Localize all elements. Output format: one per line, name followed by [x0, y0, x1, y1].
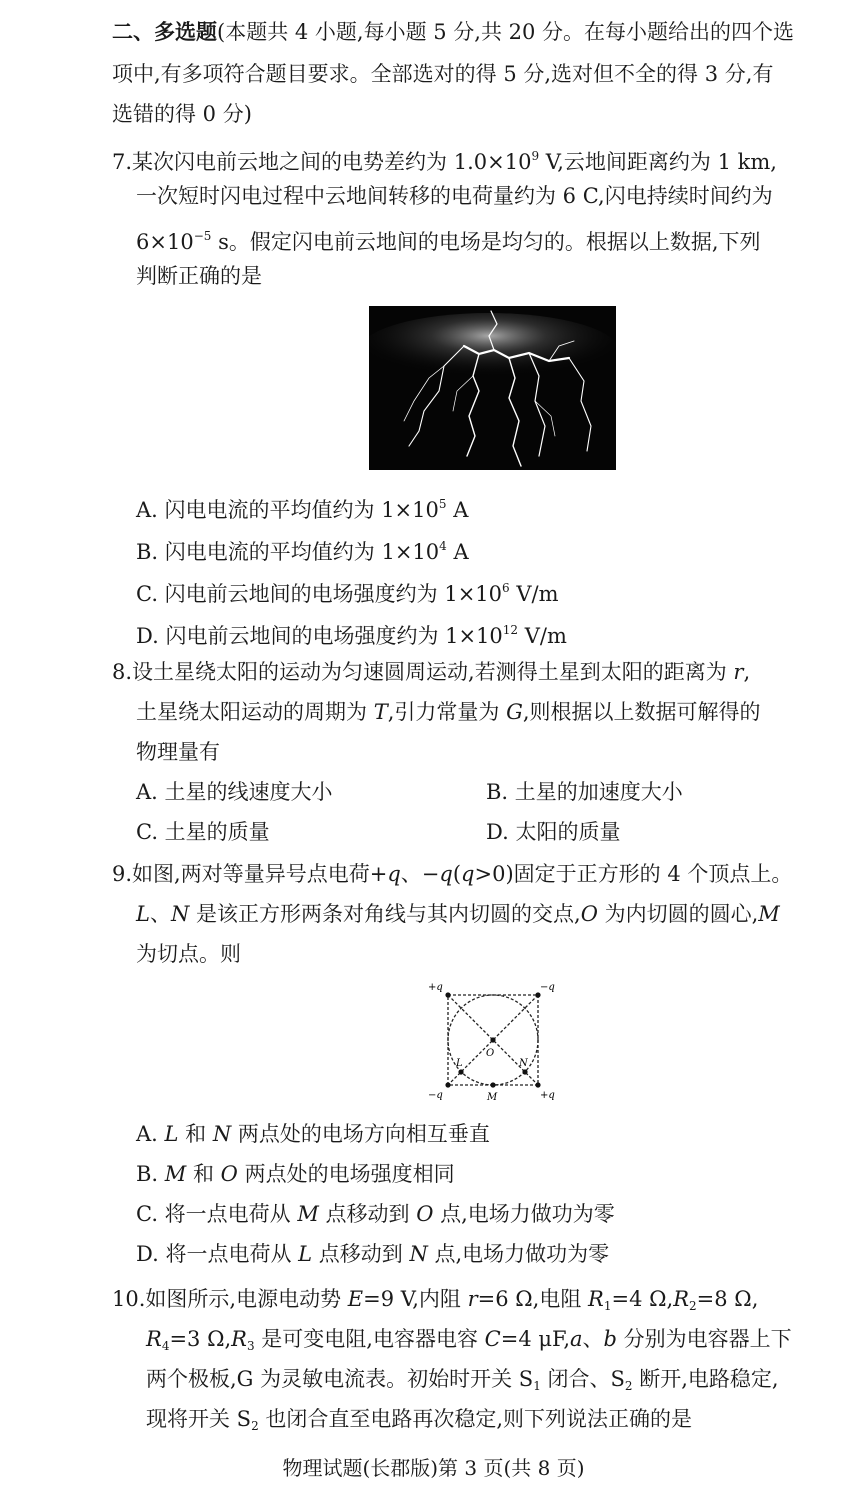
q10-text: =8 Ω, — [696, 1287, 759, 1311]
q10-text: =4 μF, — [500, 1327, 570, 1351]
q10-text: =4 Ω, — [611, 1287, 674, 1311]
section-header — [112, 18, 794, 46]
q9-var: O — [580, 902, 598, 926]
option-text: 两点处的电场强度相同 — [237, 1162, 455, 1186]
q8-option-a: A. 土星的线速度大小 — [136, 780, 333, 804]
option-text: 两点处的电场方向相互垂直 — [231, 1122, 490, 1146]
q7-exponent: −5 — [193, 229, 212, 243]
q8-line-1 — [112, 658, 750, 686]
option-text: B. — [136, 1162, 165, 1186]
q9-text: 为内切圆的圆心, — [597, 902, 759, 926]
q9-var: L — [136, 902, 150, 926]
q10-text: =3 Ω, — [169, 1327, 232, 1351]
point-n — [522, 1069, 527, 1074]
label-o: O — [486, 1048, 495, 1059]
q10-subscript: 4 — [161, 1339, 170, 1353]
q10-text: 闭合、S — [540, 1367, 625, 1391]
q10-subscript: 1 — [533, 1379, 541, 1393]
q8-text: , — [743, 660, 751, 684]
q10-subscript: 2 — [624, 1379, 633, 1393]
q10-line-2 — [146, 1325, 792, 1360]
section-intro-3: 选错的得 0 分) — [112, 102, 252, 126]
q10-var: R — [588, 1287, 604, 1311]
label-n: N — [519, 1058, 528, 1069]
q9-option-a — [136, 1120, 490, 1148]
q9-var: M — [758, 902, 780, 926]
label-top-left-charge: +q — [428, 982, 443, 993]
vertex-bottom-right — [535, 1082, 540, 1087]
q10-subscript: 3 — [246, 1339, 255, 1353]
q7-option-a — [136, 490, 468, 524]
q10-line-4 — [146, 1405, 692, 1440]
q7-option-c — [136, 574, 559, 608]
section-intro-1: (本题共 4 小题,每小题 5 分,共 20 分。在每小题给出的四个选 — [217, 20, 795, 44]
q9-text: ( — [452, 862, 462, 886]
q8-number: 8. — [112, 660, 133, 684]
option-var: O — [416, 1202, 434, 1226]
q7-text: s。假定闪电前云地间的电场是均匀的。根据以上数据,下列 — [211, 230, 761, 254]
charge-square-diagram — [420, 978, 570, 1108]
q7-line-1 — [112, 142, 777, 176]
option-var: L — [298, 1242, 313, 1266]
point-o — [490, 1037, 495, 1042]
q9-text: 、 — [149, 902, 171, 926]
q10-var: b — [603, 1327, 617, 1351]
option-text: 和 — [178, 1122, 213, 1146]
q10-line-1 — [112, 1285, 758, 1320]
q10-text: 是可变电阻,电容器电容 — [254, 1327, 485, 1351]
q10-subscript: 2 — [251, 1419, 259, 1433]
q10-subscript: 2 — [689, 1299, 697, 1313]
q10-text: =9 V,内阻 — [363, 1287, 468, 1311]
option-text: C. 闪电前云地间的电场强度约为 1×10 — [136, 582, 503, 606]
page-footer: 物理试题(长郡版)第 3 页(共 8 页) — [282, 1456, 585, 1480]
q8-line-3: 物理量有 — [136, 740, 220, 764]
q10-var: C — [484, 1327, 501, 1351]
option-unit: V/m — [509, 582, 559, 606]
point-m — [490, 1082, 495, 1087]
q9-var: q — [439, 862, 453, 886]
q7-text: 6×10 — [136, 230, 194, 254]
option-text: C. 将一点电荷从 — [136, 1202, 298, 1226]
q8-text: 土星绕太阳运动的周期为 — [136, 700, 374, 724]
q9-option-b — [136, 1160, 455, 1188]
option-var: M — [297, 1202, 319, 1226]
vertex-top-right — [535, 992, 540, 997]
option-text: 点,电场力做功为零 — [433, 1202, 615, 1226]
q9-text: 如图,两对等量异号点电荷+ — [132, 862, 388, 886]
q7-exponent: 9 — [531, 149, 540, 163]
vertex-top-left — [445, 992, 450, 997]
label-l: L — [456, 1058, 463, 1069]
q10-subscript: 1 — [603, 1299, 612, 1313]
q9-option-c — [136, 1200, 615, 1228]
q8-text: 设土星绕太阳的运动为匀速圆周运动,若测得土星到太阳的距离为 — [132, 660, 734, 684]
q10-line-3 — [146, 1365, 779, 1400]
q7-text: V,云地间距离约为 1 km, — [539, 150, 777, 174]
q10-var: E — [347, 1287, 364, 1311]
q10-text: 如图所示,电源电动势 — [145, 1287, 348, 1311]
section-title: 二、多选题 — [112, 19, 217, 44]
option-text: 点移动到 — [318, 1202, 417, 1226]
option-text: 和 — [186, 1162, 221, 1186]
option-text: D. 将一点电荷从 — [136, 1242, 299, 1266]
q9-line-1 — [112, 860, 792, 888]
q8-option-d: D. 太阳的质量 — [486, 820, 621, 844]
label-bottom-left-charge: −q — [428, 1090, 443, 1101]
option-text: 点,电场力做功为零 — [427, 1242, 610, 1266]
q7-text: 某次闪电前云地之间的电势差约为 1.0×10 — [132, 150, 532, 174]
q7-line-2: 一次短时闪电过程中云地间转移的电荷量约为 6 C,闪电持续时间约为 — [136, 184, 773, 208]
q7-line-3 — [136, 222, 761, 256]
lightning-illustration — [369, 306, 616, 470]
q10-var: R — [673, 1287, 690, 1311]
q10-text: 、 — [582, 1327, 604, 1351]
q10-var: r — [467, 1287, 478, 1311]
q9-var: q — [461, 862, 475, 886]
q10-number: 10. — [112, 1287, 146, 1311]
q8-var: T — [373, 700, 388, 724]
q10-var: R — [231, 1327, 247, 1351]
q9-text: 是该正方形两条对角线与其内切圆的交点, — [189, 902, 581, 926]
q10-text: 现将开关 S — [146, 1407, 252, 1431]
q10-text: 断开,电路稳定, — [632, 1367, 779, 1391]
option-exponent: 12 — [502, 623, 519, 637]
q7-option-b — [136, 532, 469, 566]
option-var: N — [212, 1122, 232, 1146]
option-var: N — [409, 1242, 428, 1266]
q7-option-d — [136, 616, 567, 650]
option-unit: A — [446, 498, 469, 522]
point-l — [458, 1069, 463, 1074]
label-top-right-charge: −q — [540, 982, 555, 993]
q9-line-2 — [136, 900, 780, 928]
option-text: A. 闪电电流的平均值约为 1×10 — [136, 498, 439, 522]
q8-var: G — [506, 700, 523, 724]
q8-option-b: B. 土星的加速度大小 — [486, 780, 683, 804]
q10-text: 两个极板,G 为灵敏电流表。初始时开关 S — [146, 1367, 534, 1391]
q9-text: >0)固定于正方形的 4 个顶点上。 — [474, 862, 793, 886]
q8-text: ,引力常量为 — [387, 700, 507, 724]
option-text: B. 闪电电流的平均值约为 1×10 — [136, 540, 440, 564]
vertex-bottom-left — [445, 1082, 450, 1087]
q8-var: r — [733, 660, 744, 684]
option-exponent: 6 — [502, 581, 510, 595]
lightning-photo — [369, 306, 616, 470]
q8-line-2 — [136, 698, 761, 726]
option-exponent: 5 — [438, 497, 447, 511]
section-intro-2: 项中,有多项符合题目要求。全部选对的得 5 分,选对但不全的得 3 分,有 — [112, 62, 774, 86]
q10-text: 分别为电容器上下 — [616, 1327, 792, 1351]
q9-var: N — [170, 902, 190, 926]
option-text: D. 闪电前云地间的电场强度约为 1×10 — [136, 624, 503, 648]
option-unit: V/m — [518, 624, 567, 648]
option-var: L — [164, 1122, 179, 1146]
q10-var: a — [570, 1327, 583, 1351]
q9-line-3: 为切点。则 — [136, 942, 241, 966]
q10-text: =6 Ω,电阻 — [477, 1287, 589, 1311]
q8-option-c: C. 土星的质量 — [136, 820, 270, 844]
option-exponent: 4 — [439, 539, 447, 553]
q10-text: 也闭合直至电路再次稳定,则下列说法正确的是 — [258, 1407, 693, 1431]
label-bottom-right-charge: +q — [540, 1090, 555, 1101]
label-m: M — [487, 1092, 498, 1103]
q9-option-d — [136, 1240, 609, 1268]
option-unit: A — [446, 540, 469, 564]
q9-text: 、− — [400, 862, 440, 886]
option-var: M — [164, 1162, 187, 1186]
q7-line-4: 判断正确的是 — [136, 264, 262, 288]
option-text: 点移动到 — [312, 1242, 410, 1266]
option-var: O — [220, 1162, 238, 1186]
q9-number: 9. — [112, 862, 133, 886]
option-text: A. — [136, 1122, 165, 1146]
q10-var: R — [146, 1327, 162, 1351]
q7-number: 7. — [112, 150, 133, 174]
q8-text: ,则根据以上数据可解得的 — [522, 700, 761, 724]
q9-var: q — [387, 862, 401, 886]
